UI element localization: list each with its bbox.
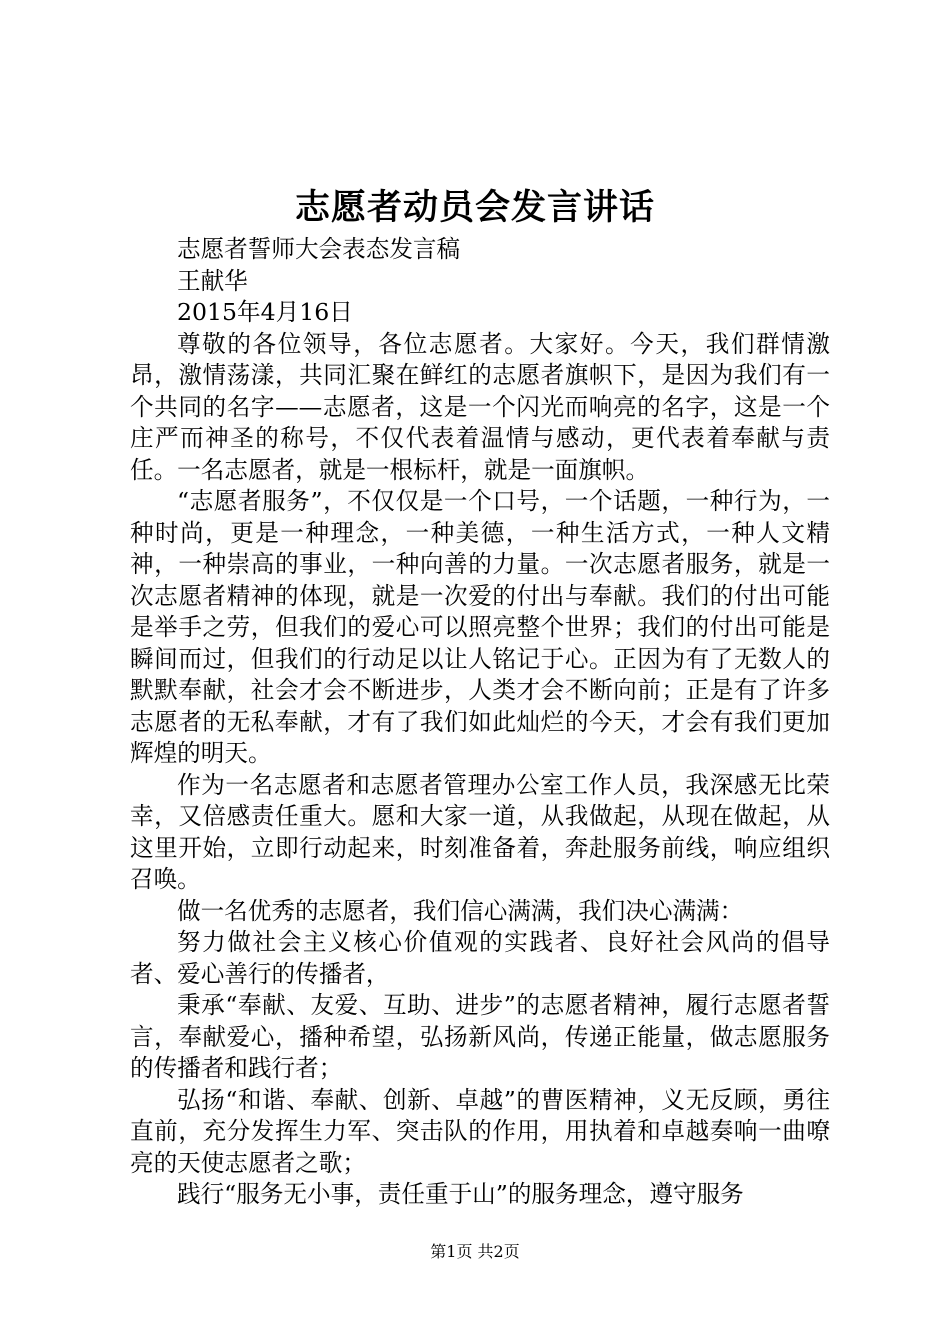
- date-line: 2015年4月16日: [177, 298, 353, 326]
- body-paragraph: 践行“服务无小事，责任重于山”的服务理念，遵守服务: [177, 1180, 744, 1208]
- author-line: 王献华: [177, 266, 248, 295]
- body-paragraph: 努力做社会主义核心价值观的实践者、良好社会风尚的倡导者、爱心善行的传播者，: [130, 928, 830, 988]
- body-paragraph: 弘扬“和谐、奉献、创新、卓越”的曹医精神，义无反顾，勇往直前，充分发挥生力军、突击队的作用，用执着和卓越奏响一曲嘹亮的天使志愿者之歌；: [130, 1085, 830, 1177]
- body-paragraph: 作为一名志愿者和志愿者管理办公室工作人员，我深感无比荣幸，又倍感责任重大。愿和大家一道，从我做起，从现在做起，从这里开始，立即行动起来，时刻准备着，奔赴服务前线，响应组织召唤。: [130, 770, 830, 893]
- body-paragraph: 做一名优秀的志愿者，我们信心满满，我们决心满满：: [177, 896, 744, 925]
- document-body: [130, 234, 830, 1211]
- document-title: 志愿者动员会发言讲话: [294, 187, 655, 228]
- body-paragraph: “志愿者服务”，不仅仅是一个口号，一个话题，一种行为，一种时尚，更是一种理念，一种美德，一种生活方式，一种人文精神，一种崇高的事业，一种向善的力量。一次志愿者服务，就是一次志愿者精神的体现，就是一次爱的付出与奉献。我们的付出可能是举手之劳，但我们的爱心可以照亮整个世界；我们的付出可能是瞬间而过，但我们的行动足以让人铭记于心。正因为有了无数人的默默奉献，社会才会不断进步，人类才会不断向前；正是有了许多志愿者的无私奉献，才有了我们如此灿烂的今天，才会有我们更加辉煌的明天。: [130, 487, 830, 767]
- subtitle-line: 志愿者誓师大会表态发言稿: [177, 235, 461, 263]
- body-paragraph: 尊敬的各位领导，各位志愿者。大家好。今天，我们群情激昂，激情荡漾，共同汇聚在鲜红的志愿者旗帜下，是因为我们有一个共同的名字——志愿者，这是一个闪光而响亮的名字，这是一个庄严而神圣的称号，不仅代表着温情与感动，更代表着奉献与责任。一名志愿者，就是一根标杆，就是一面旗帜。: [130, 329, 830, 484]
- page-footer: 第1页 共2页: [430, 1242, 520, 1261]
- body-paragraph: 秉承“奉献、友爱、互助、进步”的志愿者精神，履行志愿者誓言，奉献爱心，播种希望，弘扬新风尚，传递正能量，做志愿服务的传播者和践行者；: [130, 991, 830, 1082]
